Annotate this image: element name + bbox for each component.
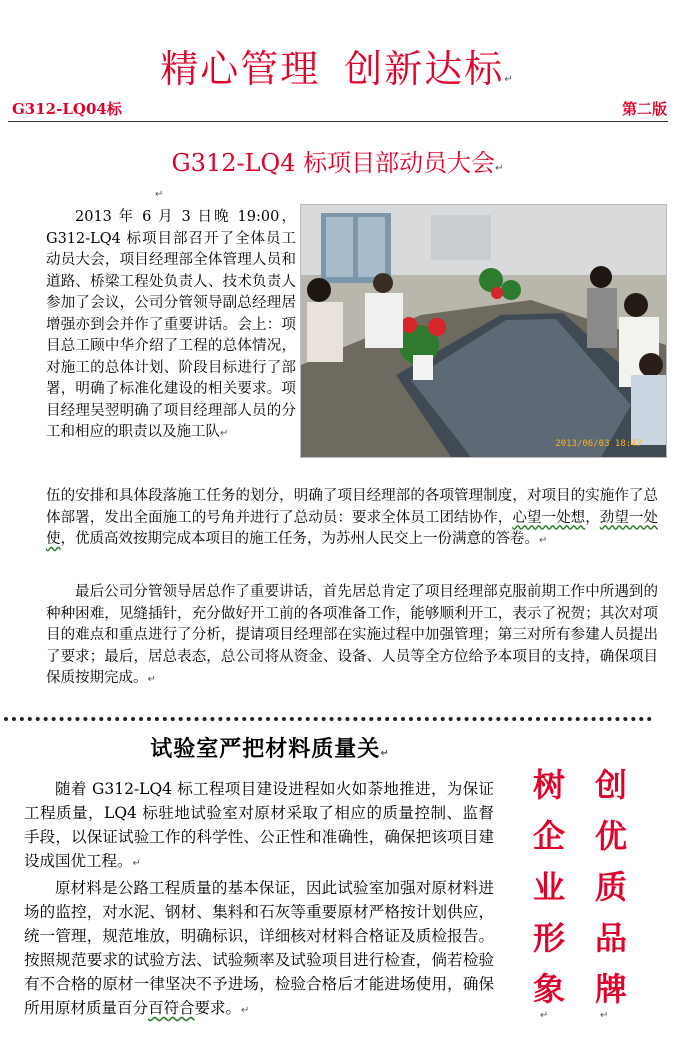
slogan-char: 象 [532,970,565,1008]
slogan-char: 树 [532,766,565,804]
section-title [100,732,440,763]
article-continued-text-3: ，优质高效按期完成本项目的施工任务，为苏州人民交上一份满意的答卷。 [60,531,539,547]
paragraph-mark-icon: ↵ [600,1010,609,1021]
section-divider [4,717,652,721]
article-intro-text: 2013 年 6 月 3 日晚 19:00，G312-LQ4 标项目部召开了全体员工动员大会，项目经理部全体管理人员和道路、桥梁工程处负责人、技术负责人参加了会议，公司分管领导副总经理居增强亦到会并作了重要讲话。会上：项目总工顾中华介绍了工程的总体情况，对施工的总体计划、阶段目标进行了部署，明确了标准化建设的相关要求。项目经理吴翌明确了项目经理部人员的分工和相应的职责以及施工队 [46,209,296,440]
paragraph-mark-icon: ↵ [539,535,548,546]
header-rule [8,121,668,122]
paragraph-mark-icon: ↵ [220,428,229,439]
article-continued-underlined-2: 劲望一处使 [46,509,659,547]
slogan-char: 优 [594,817,627,855]
paragraph-mark-icon: ↵ [241,1005,250,1016]
paragraph-mark-icon: ↵ [504,74,515,85]
paragraph-mark-icon: ↵ [132,858,141,869]
paragraph-mark-icon: ↵ [155,189,164,200]
paragraph-mark-icon: ↵ [380,748,390,759]
section-paragraph-2-text-2: 要求。 [194,999,242,1017]
section-paragraph-2-text-1: 原材料是公路工程质量的基本保证，因此试验室加强对原材料进场的监控，对水泥、钢材、集料和石灰等重要原材严格按计划供应，统一管理，规范堆放，明确标识，详细核对材料合格证及质检报告。按照规范要求的试验方法、试验频率及试验项目进行检查，倘若检验有不合格的原材一律坚决不予进场，检验合格后才能进场使用，确保所用原材质量百分 [24,879,494,1017]
article-intro [46,207,296,445]
article-closing-text: 最后公司分管领导居总作了重要讲话，首先居总肯定了项目经理部克服前期工作中所遇到的种种困难，见缝插针，充分做好开工前的各项准备工作，能够顺利开工，表示了祝贺；其次对项目的难点和重点进行了分析，提请项目经理部在实施过程中加强管理；第三对所有参建人员提出了要求；最后，居总表态，总公司将从资金、设备、人员等全方位给予本项目的支持，确保项目保质按期完成。 [46,584,658,686]
slogan-char: 牌 [594,970,627,1008]
slogan-char: 质 [594,868,627,906]
slogan-char: 创 [594,766,627,804]
article-continued [46,486,658,552]
section-code: G312-LQ04标 [12,100,122,118]
edition-label: 第二版 [621,100,667,118]
article-title [0,143,675,178]
paragraph-mark-icon: ↵ [540,1010,549,1021]
article-closing [46,582,658,691]
slogan-char: 业 [532,868,565,906]
section-paragraph-1-text: 随着 G312-LQ4 标工程项目建设进程如火如荼地推进，为保证工程质量，LQ4 标驻地试验室对原材采取了相应的质量控制、监督手段，以保证试验工作的科学性、公正性和准确性，确保把该项目建设成国优工程。 [24,780,494,870]
meeting-photo-image [301,205,666,457]
article-title-text: G312-LQ4 标项目部动员大会 [171,149,496,177]
article-continued-text-1: 伍的安排和具体段落施工任务的划分，明确了项目经理部的各项管理制度，对项目的实施作了总体部署，发出全面施工的号角并进行了总动员：要求全体员工团结协作， [46,488,658,526]
masthead-part-2: 创新达标 [344,47,505,91]
article-continued-underlined-1: 心望一处想 [512,509,586,526]
section-paragraph-2 [24,876,494,1023]
slogan-char: 品 [594,919,627,957]
paragraph-mark-icon: ↵ [147,674,156,685]
masthead [0,38,675,93]
paragraph-mark-icon: ↵ [495,163,504,174]
section-title-text: 试验室严把材料质量关 [150,737,381,762]
slogan-column-1 [526,760,572,1015]
slogan-column-2 [588,760,634,1015]
section-paragraph-1 [24,777,494,876]
slogan-char: 形 [532,919,565,957]
meeting-photo [300,204,667,458]
slogan-char: 企 [532,817,565,855]
article-continued-text-2: ， [585,509,600,526]
masthead-part-1: 精心管理 [160,47,321,91]
photo-timestamp: 2013/06/03 18:47 [555,439,642,449]
section-paragraph-2-underlined: 百符合 [148,999,195,1017]
